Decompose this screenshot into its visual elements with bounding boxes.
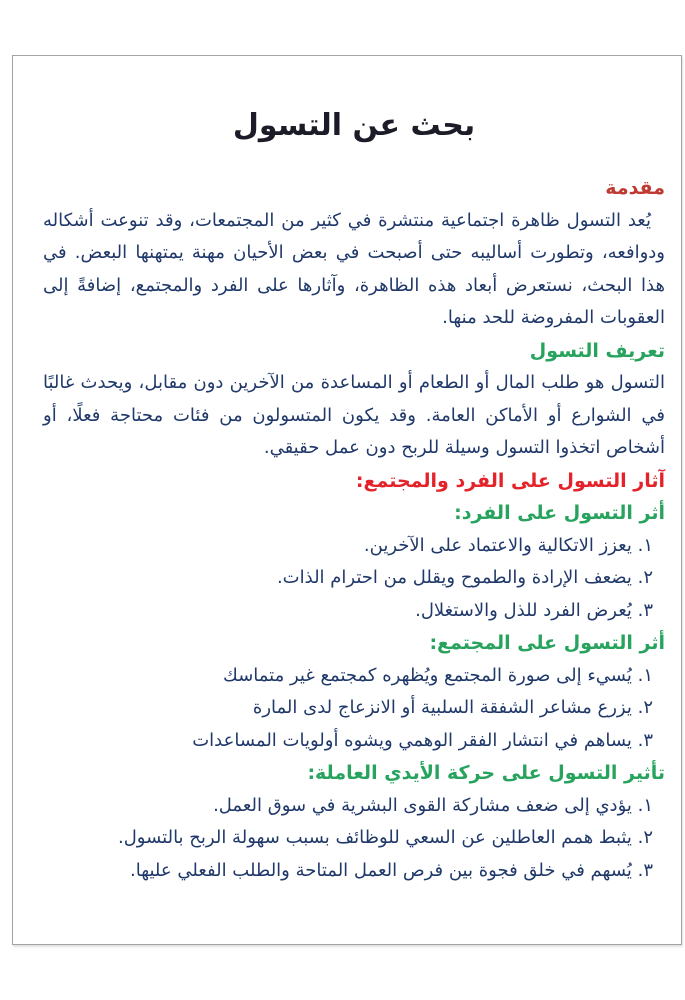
list-item: ٢. يضعف الإرادة والطموح ويقلل من احترام الذات. — [276, 567, 653, 588]
definition-heading: تعريف التسول — [529, 339, 665, 362]
effects-heading: آثار التسول على الفرد والمجتمع: — [355, 469, 665, 492]
society-effects-section — [43, 627, 665, 757]
list-item: ١. يُسيء إلى صورة المجتمع ويُظهره كمجتمع غير متماسك — [223, 664, 653, 686]
individual-effects-section — [43, 497, 665, 627]
labor-effects-heading: تأثير التسول على حركة الأيدي العاملة: — [307, 762, 665, 784]
definition-paragraph: التسول هو طلب المال أو الطعام أو المساعدة من الآخرين دون مقابل، ويحدث غالبًا في الشوارع أو الأماكن العامة. وقد يكون المتسولون من فئات محتاجة فعلًا، أو أشخاص اتخذوا التسول وسيلة للربح دون عمل حقيقي. — [43, 372, 665, 458]
society-effects-heading: أثر التسول على المجتمع: — [429, 632, 665, 654]
list-item: ١. يعزز الاتكالية والاعتماد على الآخرين. — [363, 534, 653, 556]
page-title: بحث عن التسول — [232, 108, 476, 143]
list-item: ٢. يثبط همم العاطلين عن السعي للوظائف بسبب سهولة الربح بالتسول. — [118, 827, 653, 848]
definition-section — [43, 335, 665, 465]
list-item: ١. يؤدي إلى ضعف مشاركة القوى البشرية في سوق العمل. — [213, 794, 653, 816]
intro-heading: مقدمة — [605, 177, 665, 199]
intro-section — [43, 172, 665, 335]
individual-effects-heading: أثر التسول على الفرد: — [454, 502, 665, 524]
effects-section — [43, 465, 665, 498]
list-item: ٣. يساهم في انتشار الفقر الوهمي ويشوه أولويات المساعدات — [192, 729, 653, 751]
labor-effects-section — [43, 757, 665, 887]
intro-paragraph: يُعد التسول ظاهرة اجتماعية منتشرة في كثير من المجتمعات، وقد تنوعت أشكاله ودوافعه، وتطورت أساليبه حتى أصبحت في بعض الأحيان مهنة يمتهنها البعض. في هذا البحث، نستعرض أبعاد هذه الظاهرة، وآثارها على الفرد والمجتمع، إضافةً إلى العقوبات المفروضة للحد منها. — [43, 209, 665, 328]
list-item: ٢. يزرع مشاعر الشفقة السلبية أو الانزعاج لدى المارة — [252, 697, 653, 718]
list-item: ٣. يُعرض الفرد للذل والاستغلال. — [415, 599, 653, 621]
document-page — [12, 55, 682, 945]
list-item: ٣. يُسهم في خلق فجوة بين فرص العمل المتاحة والطلب الفعلي عليها. — [129, 859, 653, 881]
